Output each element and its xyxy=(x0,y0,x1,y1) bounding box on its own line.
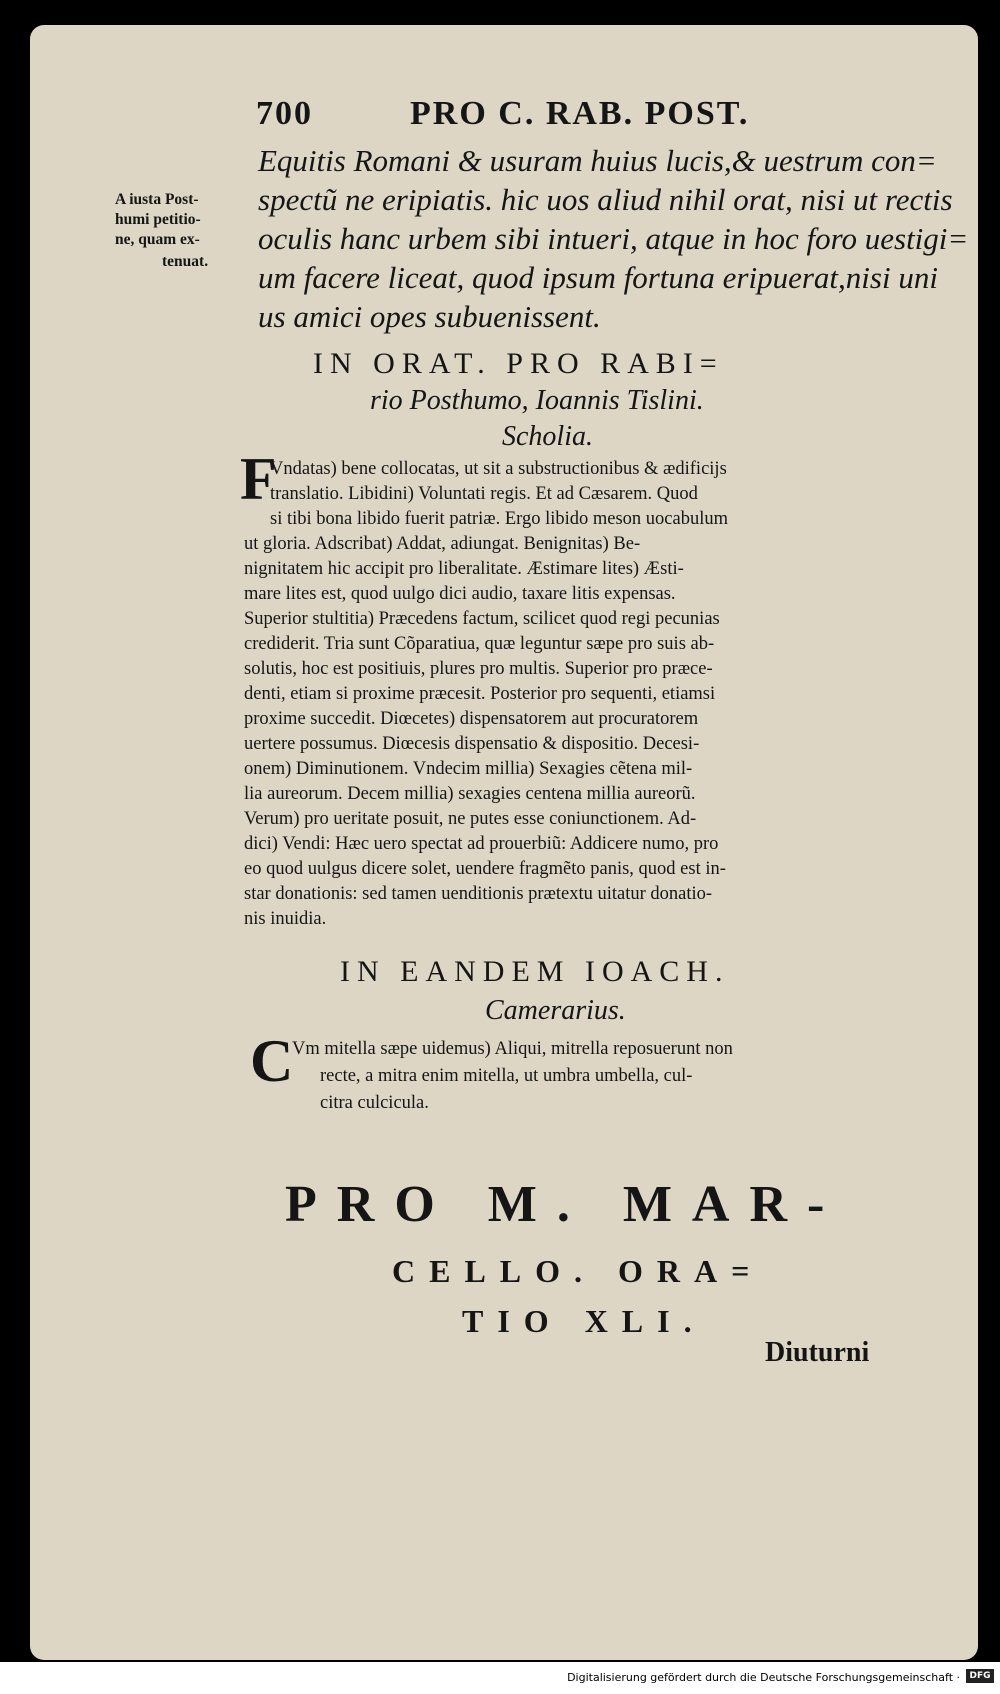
section-title: IN EANDEM IOACH. xyxy=(340,955,730,988)
marginal-note-line: ne, quam ex‑ xyxy=(115,231,200,248)
scholia-line: ut gloria. Adscribat) Addat, adiungat. Benignitas) Be‑ xyxy=(244,534,641,554)
scholia-line: proxime succedit. Diœcetes) dispensatorem aut procuratorem xyxy=(244,709,699,729)
drop-cap: F xyxy=(240,446,277,512)
marginal-note-line: humi petitio‑ xyxy=(115,211,201,228)
scholia-line: eo quod uulgus dicere solet, uendere fragmẽto panis, quod est in‑ xyxy=(244,859,726,879)
scholia-line: translatio. Libidini) Voluntati regis. Et ad Cæsarem. Quod xyxy=(270,484,698,504)
book-page xyxy=(30,25,978,1660)
oration-title-line: TIO XLI. xyxy=(462,1303,706,1339)
scholia-line: Vm mitella sæpe uidemus) Aliqui, mitrella reposuerunt non xyxy=(292,1039,733,1059)
section-title-continuation: rio Posthumo, Ioannis Tislini. xyxy=(370,385,704,416)
marginal-note-line: tenuat. xyxy=(162,253,209,270)
main-text-line: us amici opes subuenissent. xyxy=(258,299,601,334)
scholia-line: denti, etiam si proxime præcesit. Posterior pro sequenti, etiamsi xyxy=(244,684,716,704)
main-text-line: um facere liceat, quod ipsum fortuna eripuerat,nisi uni xyxy=(258,260,938,295)
page-number: 700 xyxy=(256,95,313,132)
scholia-line: Vndatas) bene collocatas, ut sit a substructionibus & ædificijs xyxy=(270,459,727,479)
scholia-line: crediderit. Tria sunt Cõparatiua, quæ leguntur sæpe pro suis ab‑ xyxy=(244,634,715,654)
scholia-line: uertere possumus. Diœcesis dispensatio & dispositio. Decesi‑ xyxy=(244,734,700,754)
scholia-line: dici) Vendi: Hæc uero spectat ad prouerbiũ: Addicere numo, pro xyxy=(244,834,719,854)
scholia-line: citra culcicula. xyxy=(320,1093,429,1113)
section-title: IN ORAT. PRO RABI= xyxy=(313,347,724,380)
scholia-line: Superior stultitia) Præcedens factum, scilicet quod regi pecunias xyxy=(244,609,720,629)
scholia-line: nis inuidia. xyxy=(244,909,327,929)
drop-cap: C xyxy=(250,1028,294,1094)
scholia-line: recte, a mitra enim mitella, ut umbra umbella, cul‑ xyxy=(320,1066,693,1086)
footer-bar xyxy=(0,1662,1000,1694)
scholia-line: Verum) pro ueritate posuit, ne putes esse coniunctionem. Ad‑ xyxy=(244,809,697,829)
scholia-line: solutis, hoc est positiuis, plures pro multis. Superior pro præce‑ xyxy=(244,659,713,679)
scholia-line: mare lites est, quod uulgo dici audio, taxare litis expensas. xyxy=(244,584,676,604)
main-text-line: Equitis Romani & usuram huius lucis,& uestrum con= xyxy=(258,143,937,178)
section-subtitle: Scholia. xyxy=(502,421,593,452)
scholia-line: si tibi bona libido fuerit patriæ. Ergo libido meson uocabulum xyxy=(270,509,728,529)
oration-title-line: CELLO. ORA= xyxy=(392,1253,764,1289)
main-text-line: oculis hanc urbem sibi intueri, atque in hoc foro uestigi= xyxy=(258,221,969,256)
scholia-line: star donationis: sed tamen uenditionis prætextu uitatur donatio‑ xyxy=(244,884,713,904)
oration-title-line: PRO M. MAR‑ xyxy=(285,1176,845,1233)
scholia-line: lia aureorum. Decem millia) sexagies centena millia aureorũ. xyxy=(244,784,696,804)
main-text-line: spectũ ne eripiatis. hic uos aliud nihil orat, nisi ut rectis xyxy=(258,182,953,217)
footer-credit: Digitalisierung gefördert durch die Deutsche Forschungsgemeinschaft · xyxy=(567,1671,960,1684)
marginal-note-line: A iusta Post‑ xyxy=(115,191,199,208)
dfg-logo-icon: DFG xyxy=(966,1669,994,1683)
scholia-line: onem) Diminutionem. Vndecim millia) Sexagies cẽtena mil‑ xyxy=(244,759,693,779)
running-head: PRO C. RAB. POST. xyxy=(410,95,750,132)
section-subtitle: Camerarius. xyxy=(485,995,626,1026)
catchword: Diuturni xyxy=(765,1337,870,1368)
scholia-line: nignitatem hic accipit pro liberalitate. Æstimare lites) Æsti‑ xyxy=(244,559,684,579)
